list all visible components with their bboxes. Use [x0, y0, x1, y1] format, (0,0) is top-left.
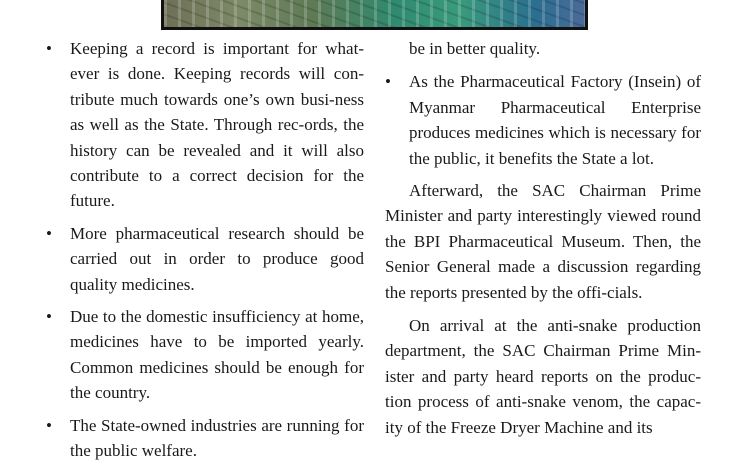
list-item-text: Due to the domestic insufficiency at home, medicines have to be imported yearly. Common medicines should be enough for the country.: [70, 307, 364, 403]
list-item-text: Keeping a record is important for what-ever is done. Keeping records will con-tribute much towards one’s own busi-ness as well as the State. Through rec-ords, the history can be revealed and it will also contribute to a correct decision for the future.: [70, 39, 364, 211]
list-item: [46, 304, 364, 406]
list-item: [46, 413, 364, 464]
list-item-text: More pharmaceutical research should be carried out in order to produce good quality medicines.: [70, 223, 364, 294]
right-column: [385, 36, 701, 448]
left-column: [46, 36, 364, 471]
bullet-icon: •: [46, 307, 52, 327]
list-item-text: The State-owned industries are running for the public welfare.: [70, 415, 364, 461]
factory-photo: [161, 0, 588, 30]
list-item: [46, 36, 364, 214]
list-item: [46, 221, 364, 297]
body-paragraph: On arrival at the anti-snake production department, the SAC Chairman Prime Min-ister and party heard reports on the produc-tion process of anti-snake venom, the capac-ity of the Freeze Dryer Machine and its: [385, 316, 701, 437]
bullet-icon: •: [385, 72, 391, 92]
list-item-text: As the Pharmaceutical Factory (Insein) of Myanmar Pharmaceutical Enterprise produces medicines which is necessary for the public, it benefits the State a lot.: [409, 72, 701, 168]
bullet-icon: •: [46, 223, 52, 243]
bullet-icon: •: [46, 415, 52, 435]
body-paragraph: Afterward, the SAC Chairman Prime Minister and party interestingly viewed round the BPI Pharmaceutical Museum. Then, the Senior General made a discussion regarding the reports presented by the offi-cials.: [385, 181, 701, 302]
list-item: [385, 69, 701, 171]
continued-text: be in better quality.: [409, 39, 541, 58]
bullet-icon: •: [46, 39, 52, 58]
